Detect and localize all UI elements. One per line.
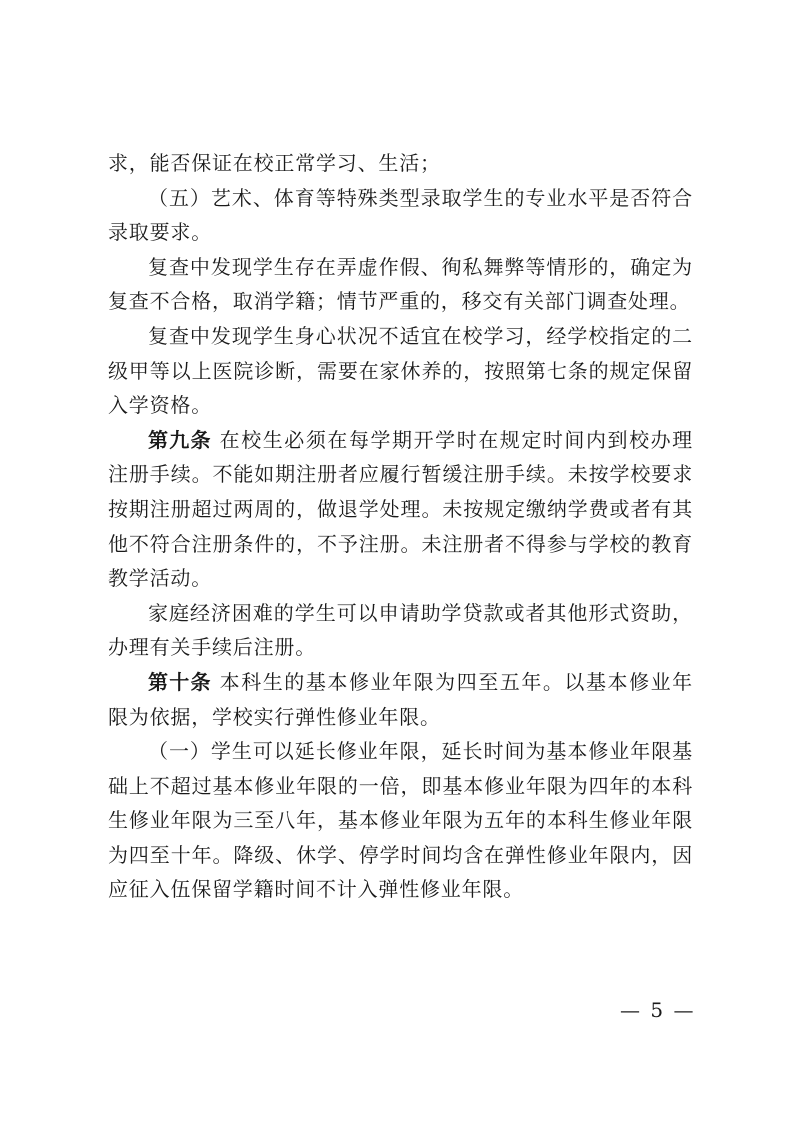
article-10-paragraph (108, 665, 693, 734)
paragraph-text: 家庭经济困难的学生可以申请助学贷款或者其他形式资助，办理有关手续后注册。 (108, 600, 693, 660)
page-number: — 5 — (620, 998, 696, 1022)
article-10-heading: 第十条 (148, 669, 212, 694)
paragraph-text: （一）学生可以延长修业年限，延长时间为基本修业年限基础上不超过基本修业年限的一倍，即基本修业年限为四年的本科生修业年限为三至八年，基本修业年限为五年的本科生修业年限为四至十年。降级、休学、停学时间均含在弹性修业年限内，因应征入伍保留学籍时间不计入弹性修业年限。 (108, 739, 693, 902)
paragraph-text: （五）艺术、体育等特殊类型录取学生的专业水平是否符合录取要求。 (108, 185, 693, 245)
article-9-heading: 第九条 (148, 427, 212, 452)
paragraph-8 (108, 734, 693, 907)
paragraph-text: 本科生的基本修业年限为四至五年。以基本修业年限为依据，学校实行弹性修业年限。 (108, 669, 693, 729)
paragraph-6 (108, 596, 693, 665)
document-body (108, 146, 693, 907)
paragraph-1 (108, 146, 693, 181)
paragraph-4 (108, 319, 693, 423)
paragraph-2 (108, 181, 693, 250)
paragraph-text: 求，能否保证在校正常学习、生活； (108, 151, 441, 175)
paragraph-text: 复查中发现学生存在弄虚作假、徇私舞弊等情形的，确定为复查不合格，取消学籍；情节严重的，移交有关部门调查处理。 (108, 254, 693, 314)
paragraph-text: 复查中发现学生身心状况不适宜在校学习，经学校指定的二级甲等以上医院诊断，需要在家休养的，按照第七条的规定保留入学资格。 (108, 323, 693, 418)
paragraph-text: 在校生必须在每学期开学时在规定时间内到校办理注册手续。不能如期注册者应履行暂缓注册手续。未按学校要求按期注册超过两周的，做退学处理。未按规定缴纳学费或者有其他不符合注册条件的，不予注册。未注册者不得参与学校的教育教学活动。 (108, 427, 693, 591)
article-9-paragraph (108, 423, 693, 596)
paragraph-3 (108, 250, 693, 319)
